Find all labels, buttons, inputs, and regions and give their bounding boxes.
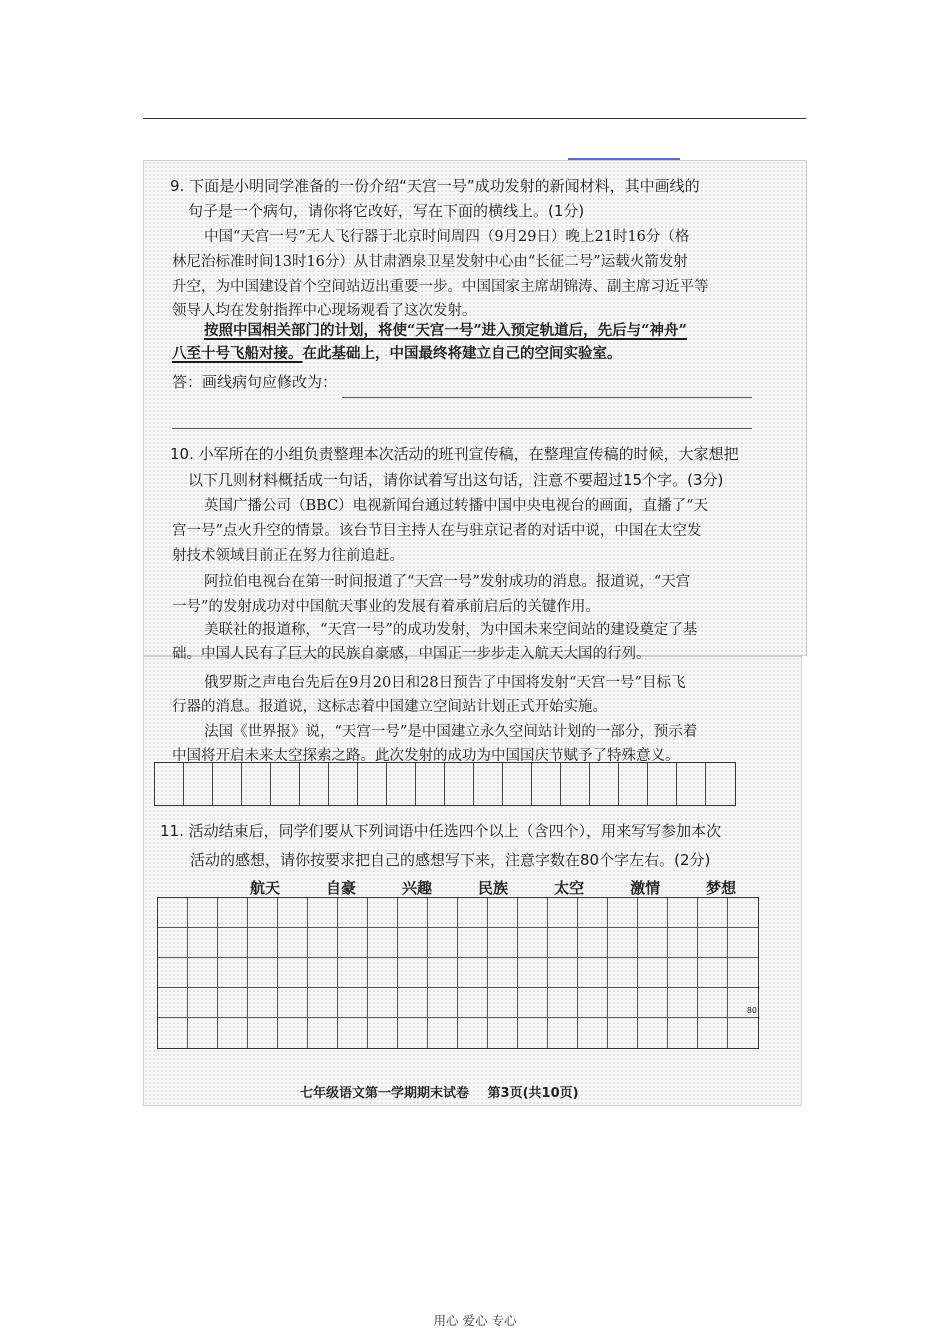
grid-cell[interactable] xyxy=(188,1018,218,1048)
q9-underlined-sentence-2: 八至十号飞船对接。 xyxy=(172,345,303,362)
grid-cell[interactable] xyxy=(488,898,518,928)
grid-cell[interactable] xyxy=(518,988,548,1018)
grid-cell[interactable] xyxy=(668,898,698,928)
q11-word: 兴趣 xyxy=(402,879,433,897)
grid-cell[interactable] xyxy=(368,898,398,928)
q10-russia-line2: 行器的消息。报道说，这标志着中国建立空间站计划正式开始实施。 xyxy=(172,699,607,715)
q11-prompt-line1: 11. 活动结束后，同学们要从下列词语中任选四个以上（含四个），用来写写参加本次 xyxy=(160,822,722,840)
grid-cell[interactable] xyxy=(518,958,548,988)
grid-cell[interactable] xyxy=(548,1018,578,1048)
grid-cell[interactable] xyxy=(698,928,728,958)
grid-cell[interactable] xyxy=(608,988,638,1018)
grid-cell[interactable] xyxy=(338,988,368,1018)
q10-arab-line2: 一号”的发射成功对中国航天事业的发展有着承前启后的关键作用。 xyxy=(172,599,600,615)
page-footer: 用心 爱心 专心 xyxy=(433,1313,517,1328)
grid-cell[interactable] xyxy=(338,958,368,988)
grid-cell[interactable] xyxy=(308,928,338,958)
q9-answer-label: 答：画线病句应修改为： xyxy=(172,373,338,391)
grid-cell[interactable] xyxy=(158,928,188,958)
q11-writing-grid[interactable] xyxy=(157,897,759,1049)
grid-cell[interactable] xyxy=(398,928,428,958)
grid-cell[interactable] xyxy=(608,928,638,958)
grid-cell[interactable] xyxy=(428,1018,458,1048)
q10-prompt-line1: 10. 小军所在的小组负责整理本次活动的班刊宣传稿，在整理宣传稿的时候，大家想把 xyxy=(170,445,739,463)
grid-cell[interactable] xyxy=(728,958,758,988)
q10-bbc-line3: 射技术领域目前正在努力往前追赶。 xyxy=(172,548,404,564)
grid-cell[interactable] xyxy=(158,958,188,988)
grid-cell[interactable] xyxy=(428,928,458,958)
grid-cell[interactable] xyxy=(398,898,428,928)
q11-word: 航天 xyxy=(250,879,281,897)
grid-cell[interactable] xyxy=(458,1018,488,1048)
grid-cell[interactable] xyxy=(458,958,488,988)
grid-cell[interactable] xyxy=(668,1018,698,1048)
grid-cell[interactable] xyxy=(218,1018,248,1048)
grid-cell[interactable] xyxy=(488,928,518,958)
grid-cell[interactable] xyxy=(488,958,518,988)
grid-cell[interactable] xyxy=(368,928,398,958)
grid-cell[interactable] xyxy=(638,928,668,958)
q10-france-line1: 法国《世界报》说，“天宫一号”是中国建立永久空间站计划的一部分，预示着 xyxy=(204,724,698,740)
grid-cell[interactable] xyxy=(278,1018,308,1048)
grid-cell[interactable] xyxy=(338,1018,368,1048)
exam-title: 七年级语文第一学期期末试卷 xyxy=(300,1086,470,1101)
grid-cell[interactable] xyxy=(278,988,308,1018)
q11-word: 太空 xyxy=(554,879,585,897)
q11-word: 自豪 xyxy=(326,879,357,897)
grid-cell[interactable] xyxy=(278,958,308,988)
q10-answer-boxes[interactable] xyxy=(154,762,736,806)
grid-cell[interactable] xyxy=(548,988,578,1018)
grid-cell[interactable] xyxy=(578,958,608,988)
grid-cell[interactable] xyxy=(548,898,578,928)
q11-word: 激情 xyxy=(630,879,661,897)
grid-cell[interactable] xyxy=(608,898,638,928)
q9-news-line2: 林尼治标准时间13时16分）从甘肃酒泉卫星发射中心由“长征二号”运载火箭发射 xyxy=(172,254,688,270)
grid-cell[interactable] xyxy=(158,1018,188,1048)
grid-cell[interactable] xyxy=(398,1018,428,1048)
q9-answer-line-1[interactable] xyxy=(342,397,752,398)
grid-cell[interactable] xyxy=(158,988,188,1018)
grid-cell[interactable] xyxy=(638,958,668,988)
grid-cell[interactable] xyxy=(218,898,248,928)
grid-cell[interactable] xyxy=(398,958,428,988)
q11-word-list xyxy=(250,877,736,898)
grid-cell[interactable] xyxy=(698,988,728,1018)
inner-page-footer xyxy=(300,1082,593,1101)
q9-news-line3: 升空，为中国建设首个空间站迈出重要一步。中国国家主席胡锦涛、副主席习近平等 xyxy=(172,279,709,295)
grid-cell[interactable] xyxy=(638,898,668,928)
grid-cell[interactable] xyxy=(668,988,698,1018)
q10-bbc-line1: 英国广播公司（BBC）电视新闻台通过转播中国中央电视台的画面，直播了“天 xyxy=(204,498,709,514)
grid-cell[interactable] xyxy=(728,928,758,958)
grid-cell[interactable] xyxy=(518,1018,548,1048)
grid-cell[interactable] xyxy=(188,898,218,928)
grid-cell[interactable] xyxy=(308,988,338,1018)
grid-cell[interactable] xyxy=(728,898,758,928)
grid-cell[interactable] xyxy=(248,898,278,928)
grid-cell[interactable] xyxy=(548,928,578,958)
grid-cell[interactable] xyxy=(698,898,728,928)
q10-france-line2: 中国将开启未来太空探索之路。此次发射的成功为中国国庆节赋予了特殊意义。 xyxy=(172,748,680,764)
page-info: 第3页(共10页) xyxy=(487,1086,579,1101)
grid-cell[interactable] xyxy=(248,958,278,988)
grid-cell[interactable] xyxy=(338,898,368,928)
grid-cell[interactable] xyxy=(518,928,548,958)
grid-cell[interactable] xyxy=(368,958,398,988)
grid-cell[interactable] xyxy=(248,928,278,958)
q9-prompt-line2: 句子是一个病句，请你将它改好，写在下面的横线上。(1分) xyxy=(188,202,585,220)
grid-cell[interactable] xyxy=(578,898,608,928)
grid-cell[interactable] xyxy=(308,1018,338,1048)
q10-arab-line1: 阿拉伯电视台在第一时间报道了“天宫一号”发射成功的消息。报道说，“天宫 xyxy=(204,574,691,590)
grid-cell[interactable] xyxy=(428,988,458,1018)
grid-cell[interactable] xyxy=(698,1018,728,1048)
grid-cell[interactable] xyxy=(638,1018,668,1048)
grid-cell[interactable] xyxy=(668,928,698,958)
q10-ap-line1: 美联社的报道称，“天宫一号”的成功发射，为中国未来空间站的建设奠定了基 xyxy=(204,622,698,638)
grid-cell[interactable] xyxy=(578,1018,608,1048)
grid-cell[interactable] xyxy=(638,988,668,1018)
q10-bbc-line2: 宫一号”点火升空的情景。该台节目主持人在与驻京记者的对话中说，中国在太空发 xyxy=(172,523,702,539)
grid-cell[interactable] xyxy=(488,1018,518,1048)
grid-cell[interactable] xyxy=(698,958,728,988)
grid-cell[interactable] xyxy=(728,1018,758,1048)
grid-cell[interactable] xyxy=(398,988,428,1018)
grid-cell[interactable] xyxy=(428,898,458,928)
q9-underlined-sentence-1: 按照中国相关部门的计划，将使“天宫一号”进入预定轨道后，先后与“神舟” xyxy=(204,322,687,339)
grid-cell[interactable] xyxy=(218,958,248,988)
grid-cell[interactable] xyxy=(548,958,578,988)
q9-underlined-line2-wrap xyxy=(172,343,622,365)
grid-cell[interactable] xyxy=(428,958,458,988)
grid-cell[interactable] xyxy=(308,898,338,928)
grid-cell[interactable] xyxy=(218,988,248,1018)
q11-word: 民族 xyxy=(478,879,509,897)
grid-cell[interactable] xyxy=(728,988,758,1018)
grid-cell[interactable] xyxy=(188,958,218,988)
q10-ap-line2: 础。中国人民有了巨大的民族自豪感，中国正一步步走入航天大国的行列。 xyxy=(172,646,651,662)
grid-cell[interactable] xyxy=(608,1018,638,1048)
grid-cell[interactable] xyxy=(188,928,218,958)
grid-cell[interactable] xyxy=(578,988,608,1018)
q10-russia-line1: 俄罗斯之声电台先后在9月20日和28日预告了中国将发射“天宫一号”目标飞 xyxy=(204,675,686,691)
q9-prompt-line1: 9. 下面是小明同学准备的一份介绍“天宫一号”成功发射的新闻材料，其中画线的 xyxy=(170,177,700,195)
q9-answer-line-2[interactable] xyxy=(172,428,752,429)
grid-cell[interactable] xyxy=(458,898,488,928)
q11-prompt-line2: 活动的感想，请你按要求把自己的感想写下来，注意字数在80个字左右。(2分) xyxy=(190,851,711,869)
grid-cell[interactable] xyxy=(308,958,338,988)
grid-cell[interactable] xyxy=(668,958,698,988)
grid-cell[interactable] xyxy=(368,988,398,1018)
grid-cell[interactable] xyxy=(488,988,518,1018)
q9-news-line1: 中国“天宫一号”无人飞行器于北京时间周四（9月29日）晚上21时16分（格 xyxy=(204,229,690,245)
blue-mark xyxy=(568,158,680,160)
grid-cell[interactable] xyxy=(158,898,188,928)
grid-cell[interactable] xyxy=(578,928,608,958)
grid-cell[interactable] xyxy=(518,898,548,928)
grid-cell[interactable] xyxy=(458,988,488,1018)
grid-cell[interactable] xyxy=(338,928,368,958)
grid-cell[interactable] xyxy=(248,1018,278,1048)
grid-cell[interactable] xyxy=(368,1018,398,1048)
grid-cell[interactable] xyxy=(278,928,308,958)
grid-cell[interactable] xyxy=(458,928,488,958)
q9-after-underline: 在此基础上，中国最终将建立自己的空间实验室。 xyxy=(302,345,622,362)
grid-cell[interactable] xyxy=(248,988,278,1018)
grid-cell[interactable] xyxy=(188,988,218,1018)
grid-cell[interactable] xyxy=(278,898,308,928)
grid-cell[interactable] xyxy=(608,958,638,988)
q10-prompt-line2: 以下几则材料概括成一句话，请你试着写出这句话，注意不要超过15个字。(3分) xyxy=(188,471,724,489)
grid-cell[interactable] xyxy=(218,928,248,958)
q11-word: 梦想 xyxy=(706,879,737,897)
grid-count-mark: 80 xyxy=(746,1006,757,1015)
q9-news-line4: 领导人均在发射指挥中心现场观看了这次发射。 xyxy=(172,303,477,319)
header-rule xyxy=(143,118,806,119)
